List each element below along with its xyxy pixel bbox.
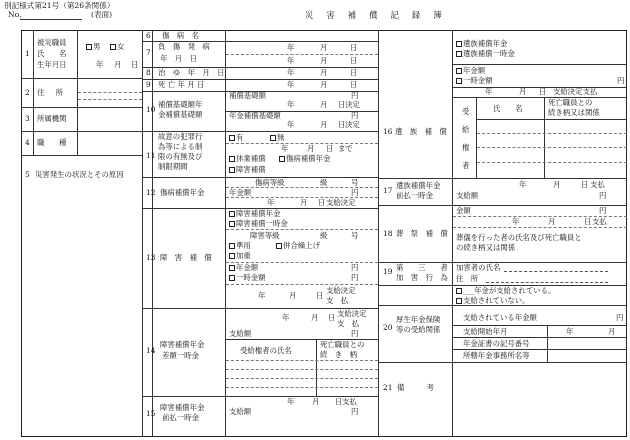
s7-day-2: 日	[350, 56, 358, 65]
s8-year: 年	[287, 68, 295, 77]
s13-yen-2: 円	[351, 273, 359, 282]
s16-year: 年	[485, 87, 493, 96]
s11-day: 日	[326, 144, 334, 153]
s16-name-col: 氏 名	[493, 104, 523, 113]
s13-combined[interactable]: 併合繰上げ	[276, 242, 320, 250]
s1-label-2: 氏 名	[37, 49, 67, 58]
no-underline	[20, 19, 82, 20]
s17-day: 日	[581, 180, 589, 189]
s16-label: 遺 族 補 償	[395, 127, 447, 136]
s18-month: 月	[548, 217, 556, 226]
s7-label-1: 負 傷 発 病	[158, 42, 210, 51]
s11-yes-option[interactable]: 有	[229, 134, 243, 142]
s12-year: 年	[267, 198, 275, 207]
s10-label-1: 補償基礎額年	[158, 100, 203, 109]
s16-lump-amount[interactable]: 一時金額	[456, 77, 493, 85]
checkbox-icon[interactable]	[456, 78, 462, 84]
s13-decided-1: 支給決定	[326, 286, 356, 295]
s13-yen-1: 円	[351, 263, 359, 272]
s10-label-2: 金補償基礎額	[158, 110, 203, 119]
s10-yen-2: 円	[351, 111, 359, 120]
s10-num: 10	[146, 105, 156, 114]
s8-month: 月	[320, 68, 328, 77]
s14-relation-2: 続 き 柄	[320, 350, 357, 359]
s12-month: 月	[300, 198, 308, 207]
s18-paid: 支払	[592, 217, 607, 226]
s1-num: 1	[25, 49, 30, 58]
s17-year: 年	[519, 180, 527, 189]
s14-yen: 円	[351, 329, 359, 338]
checkbox-icon[interactable]	[229, 135, 235, 141]
s18-amount: 金額	[456, 206, 471, 215]
s20-year: 年	[566, 327, 574, 336]
s11-year: 年	[281, 144, 289, 153]
s1-label-3: 生年月日	[37, 60, 67, 69]
s13-lump-amount[interactable]: 一時金額	[229, 274, 266, 282]
checkbox-icon[interactable]	[86, 44, 92, 50]
s12-label: 傷病補償年金	[160, 188, 205, 197]
checkbox-icon[interactable]	[229, 253, 235, 259]
s11-month: 月	[307, 144, 315, 153]
s10-decided-1: 決定	[345, 100, 360, 109]
s9-label: 死 亡 年 月 日	[158, 80, 205, 89]
s11-leave-comp[interactable]: 休業補償	[229, 155, 266, 163]
s17-month: 月	[553, 180, 561, 189]
s10-day-2: 日	[338, 120, 346, 129]
no-label: No.	[8, 10, 22, 19]
s10-day-1: 日	[338, 100, 346, 109]
s7-month-1: 月	[320, 43, 328, 52]
checkbox-icon[interactable]	[229, 265, 235, 271]
s6-label: 傷 病 名	[162, 31, 199, 40]
s14-pay-1: 支給決定	[337, 309, 367, 318]
s10-year-1: 年	[287, 100, 295, 109]
s17-pay-amount: 支給額	[456, 191, 479, 200]
checkbox-icon[interactable]	[270, 135, 276, 141]
s12-gou: 号	[351, 178, 359, 187]
checkbox-icon[interactable]	[456, 51, 462, 57]
page-title: 災害補償記録簿	[305, 10, 455, 20]
s2-label: 住 所	[37, 88, 66, 97]
s17-label-1: 遺族補償年金	[396, 181, 441, 190]
s20-pension-type: 支給されている年金額	[463, 313, 537, 322]
s14-year: 年	[282, 313, 290, 322]
s11-disability-comp[interactable]: 障害補償	[229, 166, 266, 174]
s16-num: 16	[383, 127, 393, 136]
s15-day: 日	[335, 397, 343, 406]
s15-year: 年	[287, 397, 295, 406]
s18-num: 18	[383, 229, 393, 238]
s16-survivor-pension[interactable]: 遺族補償年金	[456, 40, 507, 48]
s13-label: 障 害 補 償	[160, 253, 212, 262]
s18-label: 葬 祭 補 償	[396, 229, 448, 238]
s9-month: 月	[320, 80, 328, 89]
s7-num: 7	[146, 48, 151, 57]
s18-funeral-2: の続き柄又は関係	[456, 243, 516, 252]
s16-recipient-1: 受	[462, 107, 470, 116]
s11-label-1: 故意の犯罪行	[158, 132, 203, 141]
checkbox-icon[interactable]	[229, 211, 235, 217]
s14-pay-amount: 支給額	[229, 329, 252, 338]
checkbox-icon[interactable]	[110, 44, 116, 50]
s16-survivor-lump[interactable]: 遺族補償一時金	[456, 50, 515, 58]
s1-day: 日	[131, 60, 139, 69]
checkbox-icon[interactable]	[279, 156, 285, 162]
s16-yen: 円	[617, 76, 625, 85]
s18-day: 日	[584, 217, 592, 226]
s13-lump-option[interactable]: 障害補償一時金	[229, 220, 288, 228]
s9-day: 日	[350, 80, 358, 89]
s13-month: 月	[289, 291, 297, 300]
s13-grade: 障害等級	[250, 231, 280, 240]
checkbox-icon[interactable]	[229, 221, 235, 227]
s15-pay: 支払	[342, 397, 357, 406]
s16-month: 月	[519, 87, 527, 96]
s20-label-1: 厚生年金保険	[396, 315, 441, 324]
s4-num: 4	[25, 138, 30, 147]
s10-pension-base: 年金補償基礎額	[229, 111, 281, 120]
s13-aggravation[interactable]: 加重	[229, 252, 251, 260]
s10-base-amount: 補償基礎額	[229, 91, 266, 100]
s19-not-paid[interactable]: 支給されていない。	[456, 297, 530, 305]
s3-label: 所属機関	[37, 114, 67, 123]
s21-label: 備 考	[397, 383, 434, 392]
checkbox-icon[interactable]	[456, 298, 462, 304]
s7-day-1: 日	[350, 43, 358, 52]
s12-kyuu: 級	[320, 178, 328, 187]
s13-num: 13	[146, 253, 156, 262]
checkbox-icon[interactable]	[276, 243, 282, 249]
s11-until: まで	[338, 144, 353, 153]
checkbox-icon[interactable]	[456, 68, 462, 74]
s15-label-1: 障害補償年金	[160, 403, 205, 412]
s12-day: 日	[318, 198, 326, 207]
s11-label-4: 制限期間	[158, 162, 188, 171]
s10-month-1: 月	[320, 100, 328, 109]
s16-relation-1: 死亡職員との	[548, 98, 593, 107]
s19-label-2: 加 害 行 為	[396, 273, 448, 282]
s16-annual-amount[interactable]: 年金額	[456, 67, 485, 75]
s5-num: 5	[25, 170, 30, 179]
s10-decided-2: 決定	[345, 120, 360, 129]
s1-year: 年	[96, 60, 104, 69]
s17-num: 17	[383, 186, 393, 195]
s7-month-2: 月	[320, 56, 328, 65]
s16-day: 日	[539, 87, 547, 96]
s11-injury-pension[interactable]: 傷病補償年金	[279, 155, 330, 163]
s16-recipient-2: 給	[462, 125, 470, 134]
s18-year: 年	[512, 217, 520, 226]
s17-pay-decided: 支払	[590, 180, 605, 189]
s12-annual-amount: 年金額	[229, 188, 252, 197]
s1-label-1: 被災職員	[37, 38, 67, 47]
s18-yen: 円	[599, 206, 607, 215]
s14-label-2: 差額一時金	[162, 351, 199, 360]
s16-recipient-4: 者	[462, 161, 470, 170]
checkbox-icon[interactable]	[229, 275, 235, 281]
s18-funeral-1: 葬儀を行った者の氏名及び死亡職員と	[456, 233, 582, 242]
s13-day: 日	[316, 291, 324, 300]
s20-office-name: 所轄年金事務所名等	[463, 351, 530, 360]
s14-num: 14	[146, 346, 156, 355]
s9-num: 9	[146, 80, 151, 89]
s7-year-2: 年	[287, 56, 295, 65]
s14-month: 月	[311, 313, 319, 322]
s6-num: 6	[146, 31, 151, 40]
checkbox-icon[interactable]	[229, 167, 235, 173]
s20-num: 20	[383, 323, 393, 332]
s13-year: 年	[258, 291, 266, 300]
s19-perp-name: 加害者の氏名	[456, 263, 501, 272]
s14-recipient-name: 受給権者の氏名	[240, 346, 292, 355]
s10-month-2: 月	[320, 120, 328, 129]
s20-yen: 円	[616, 313, 624, 322]
s10-yen-1: 円	[351, 91, 359, 100]
checkbox-icon[interactable]	[229, 156, 235, 162]
s21-num: 21	[383, 383, 393, 392]
s15-yen: 円	[351, 407, 359, 416]
s20-cert-num: 年金証書の記号番号	[463, 339, 530, 348]
s5-label: 災害発生の状況とその原因	[35, 170, 124, 179]
s11-label-3: 限の有無及び	[158, 152, 203, 161]
s15-num: 15	[146, 409, 156, 418]
s1-female-option[interactable]: 女	[110, 43, 124, 51]
s20-label-2: 等の受給関係	[396, 325, 441, 334]
form-id: 別記様式第21号（第26条関係）	[4, 1, 115, 10]
s16-recipient-3: 権	[462, 143, 470, 152]
s19-num: 19	[383, 267, 393, 276]
s11-num: 11	[146, 151, 156, 160]
s2-num: 2	[25, 88, 30, 97]
s12-num: 12	[146, 188, 156, 197]
s13-annual-amount[interactable]: 年金額	[229, 264, 258, 272]
checkbox-icon[interactable]	[456, 288, 462, 294]
s4-label: 職 種	[37, 138, 67, 147]
s19-label-1: 第 三 者	[396, 263, 448, 272]
s19-pension-paid[interactable]: ___年金が支給されている。	[456, 287, 555, 295]
s11-label-2: 為等による制	[158, 142, 203, 151]
s8-num: 8	[146, 68, 151, 77]
s15-month: 月	[312, 397, 320, 406]
s8-label: 治 ゆ 年 月 日	[158, 68, 225, 77]
s1-month: 月	[114, 60, 122, 69]
s12-pay-decided: 支給決定	[326, 198, 356, 207]
s12-yen: 円	[351, 188, 359, 197]
s14-label-1: 障害補償年金	[160, 340, 205, 349]
s3-num: 3	[25, 114, 30, 123]
s13-pension-option[interactable]: 障害補償年金	[229, 210, 280, 218]
s16-pay-decided-paid: 支給決定支払	[553, 87, 598, 96]
s8-day: 日	[350, 68, 358, 77]
s7-year-1: 年	[287, 43, 295, 52]
checkbox-icon[interactable]	[229, 243, 235, 249]
s17-label-2: 前払一時金	[396, 191, 433, 200]
s13-kyuu: 級	[320, 231, 328, 240]
s17-yen: 円	[599, 191, 607, 200]
s15-pay-amount: 支給額	[229, 407, 252, 416]
s13-gou: 号	[351, 231, 359, 240]
s14-pay-2: 支 払	[337, 319, 360, 328]
s10-year-2: 年	[287, 120, 295, 129]
s9-year: 年	[287, 80, 295, 89]
s12-grade: 傷病等級	[255, 178, 285, 187]
s16-relation-2: 続き柄又は関係	[548, 108, 600, 117]
page-label: (表面)	[91, 10, 113, 19]
s7-label-2: 年 月 日	[160, 54, 197, 63]
s13-decided-2: 支 払	[326, 296, 349, 305]
s13-comp-example[interactable]: 準用	[229, 242, 251, 250]
s19-perp-addr: 住 所	[456, 274, 479, 283]
s11-no-option[interactable]: 無	[270, 134, 284, 142]
s1-male-option[interactable]: 男	[86, 43, 100, 51]
s20-month: 月	[608, 327, 616, 336]
s15-label-2: 前払一時金	[162, 413, 199, 422]
checkbox-icon[interactable]	[456, 41, 462, 47]
s20-start-date: 支給開始年月	[463, 327, 508, 336]
s14-relation-1: 死亡職員との	[320, 340, 365, 349]
s14-day: 日	[328, 313, 336, 322]
